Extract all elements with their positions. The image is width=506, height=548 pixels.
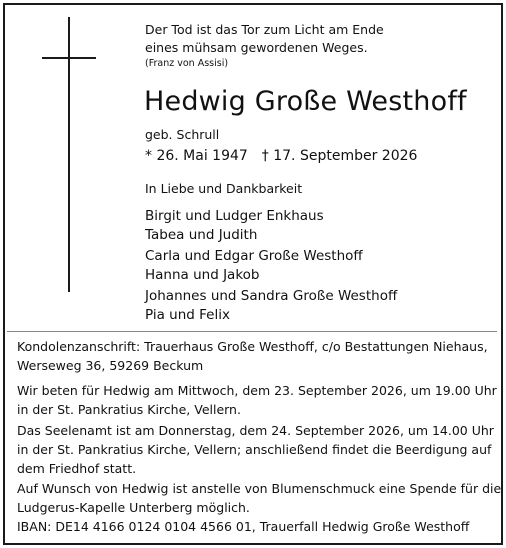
requiem-line: dem Friedhof statt. <box>17 461 137 476</box>
condolence-line: Kondolenzanschrift: Trauerhaus Große Westhoff, c/o Bestattungen Niehaus, <box>17 339 488 354</box>
section-divider <box>7 331 497 332</box>
cross-icon-bar <box>42 57 96 59</box>
life-dates <box>145 148 417 164</box>
quote-line-1: Der Tod ist das Tor zum Licht am Ende <box>145 22 384 37</box>
mourners-intro: In Liebe und Dankbarkeit <box>145 181 303 196</box>
iban-line: IBAN: DE14 4166 0124 0104 4566 01, Trauerfall Hedwig Große Westhoff <box>17 519 470 534</box>
birth-date: * 26. Mai 1947 <box>145 148 248 164</box>
quote-line-2: eines mühsam gewordenen Weges. <box>145 40 368 55</box>
requiem-line: Das Seelenamt ist am Donnerstag, dem 24. September 2026, um 14.00 Uhr <box>17 423 494 438</box>
deceased-name: Hedwig Große Westhoff <box>144 86 467 117</box>
prayer-line: in der St. Pankratius Kirche, Vellern. <box>17 402 241 417</box>
donation-line: Auf Wunsch von Hedwig ist anstelle von Blumenschmuck eine Spende für die <box>17 481 502 496</box>
condolence-line: Werseweg 36, 59269 Beckum <box>17 358 204 373</box>
mourner-line: Carla und Edgar Große Westhoff <box>145 248 363 264</box>
birth-name: geb. Schrull <box>145 127 220 142</box>
mourner-line: Johannes und Sandra Große Westhoff <box>145 288 398 304</box>
mourner-line: Birgit und Ludger Enkhaus <box>145 208 324 224</box>
mourner-line: Tabea und Judith <box>145 227 258 243</box>
prayer-line: Wir beten für Hedwig am Mittwoch, dem 23. September 2026, um 19.00 Uhr <box>17 383 497 398</box>
donation-line: Ludgerus-Kapelle Unterberg möglich. <box>17 500 250 515</box>
quote-author: (Franz von Assisi) <box>145 58 229 69</box>
requiem-line: in der St. Pankratius Kirche, Vellern; anschließend findet die Beerdigung auf <box>17 442 492 457</box>
mourner-line: Hanna und Jakob <box>145 267 260 283</box>
death-date: † 17. September 2026 <box>261 148 418 164</box>
mourner-line: Pia und Felix <box>145 307 230 323</box>
